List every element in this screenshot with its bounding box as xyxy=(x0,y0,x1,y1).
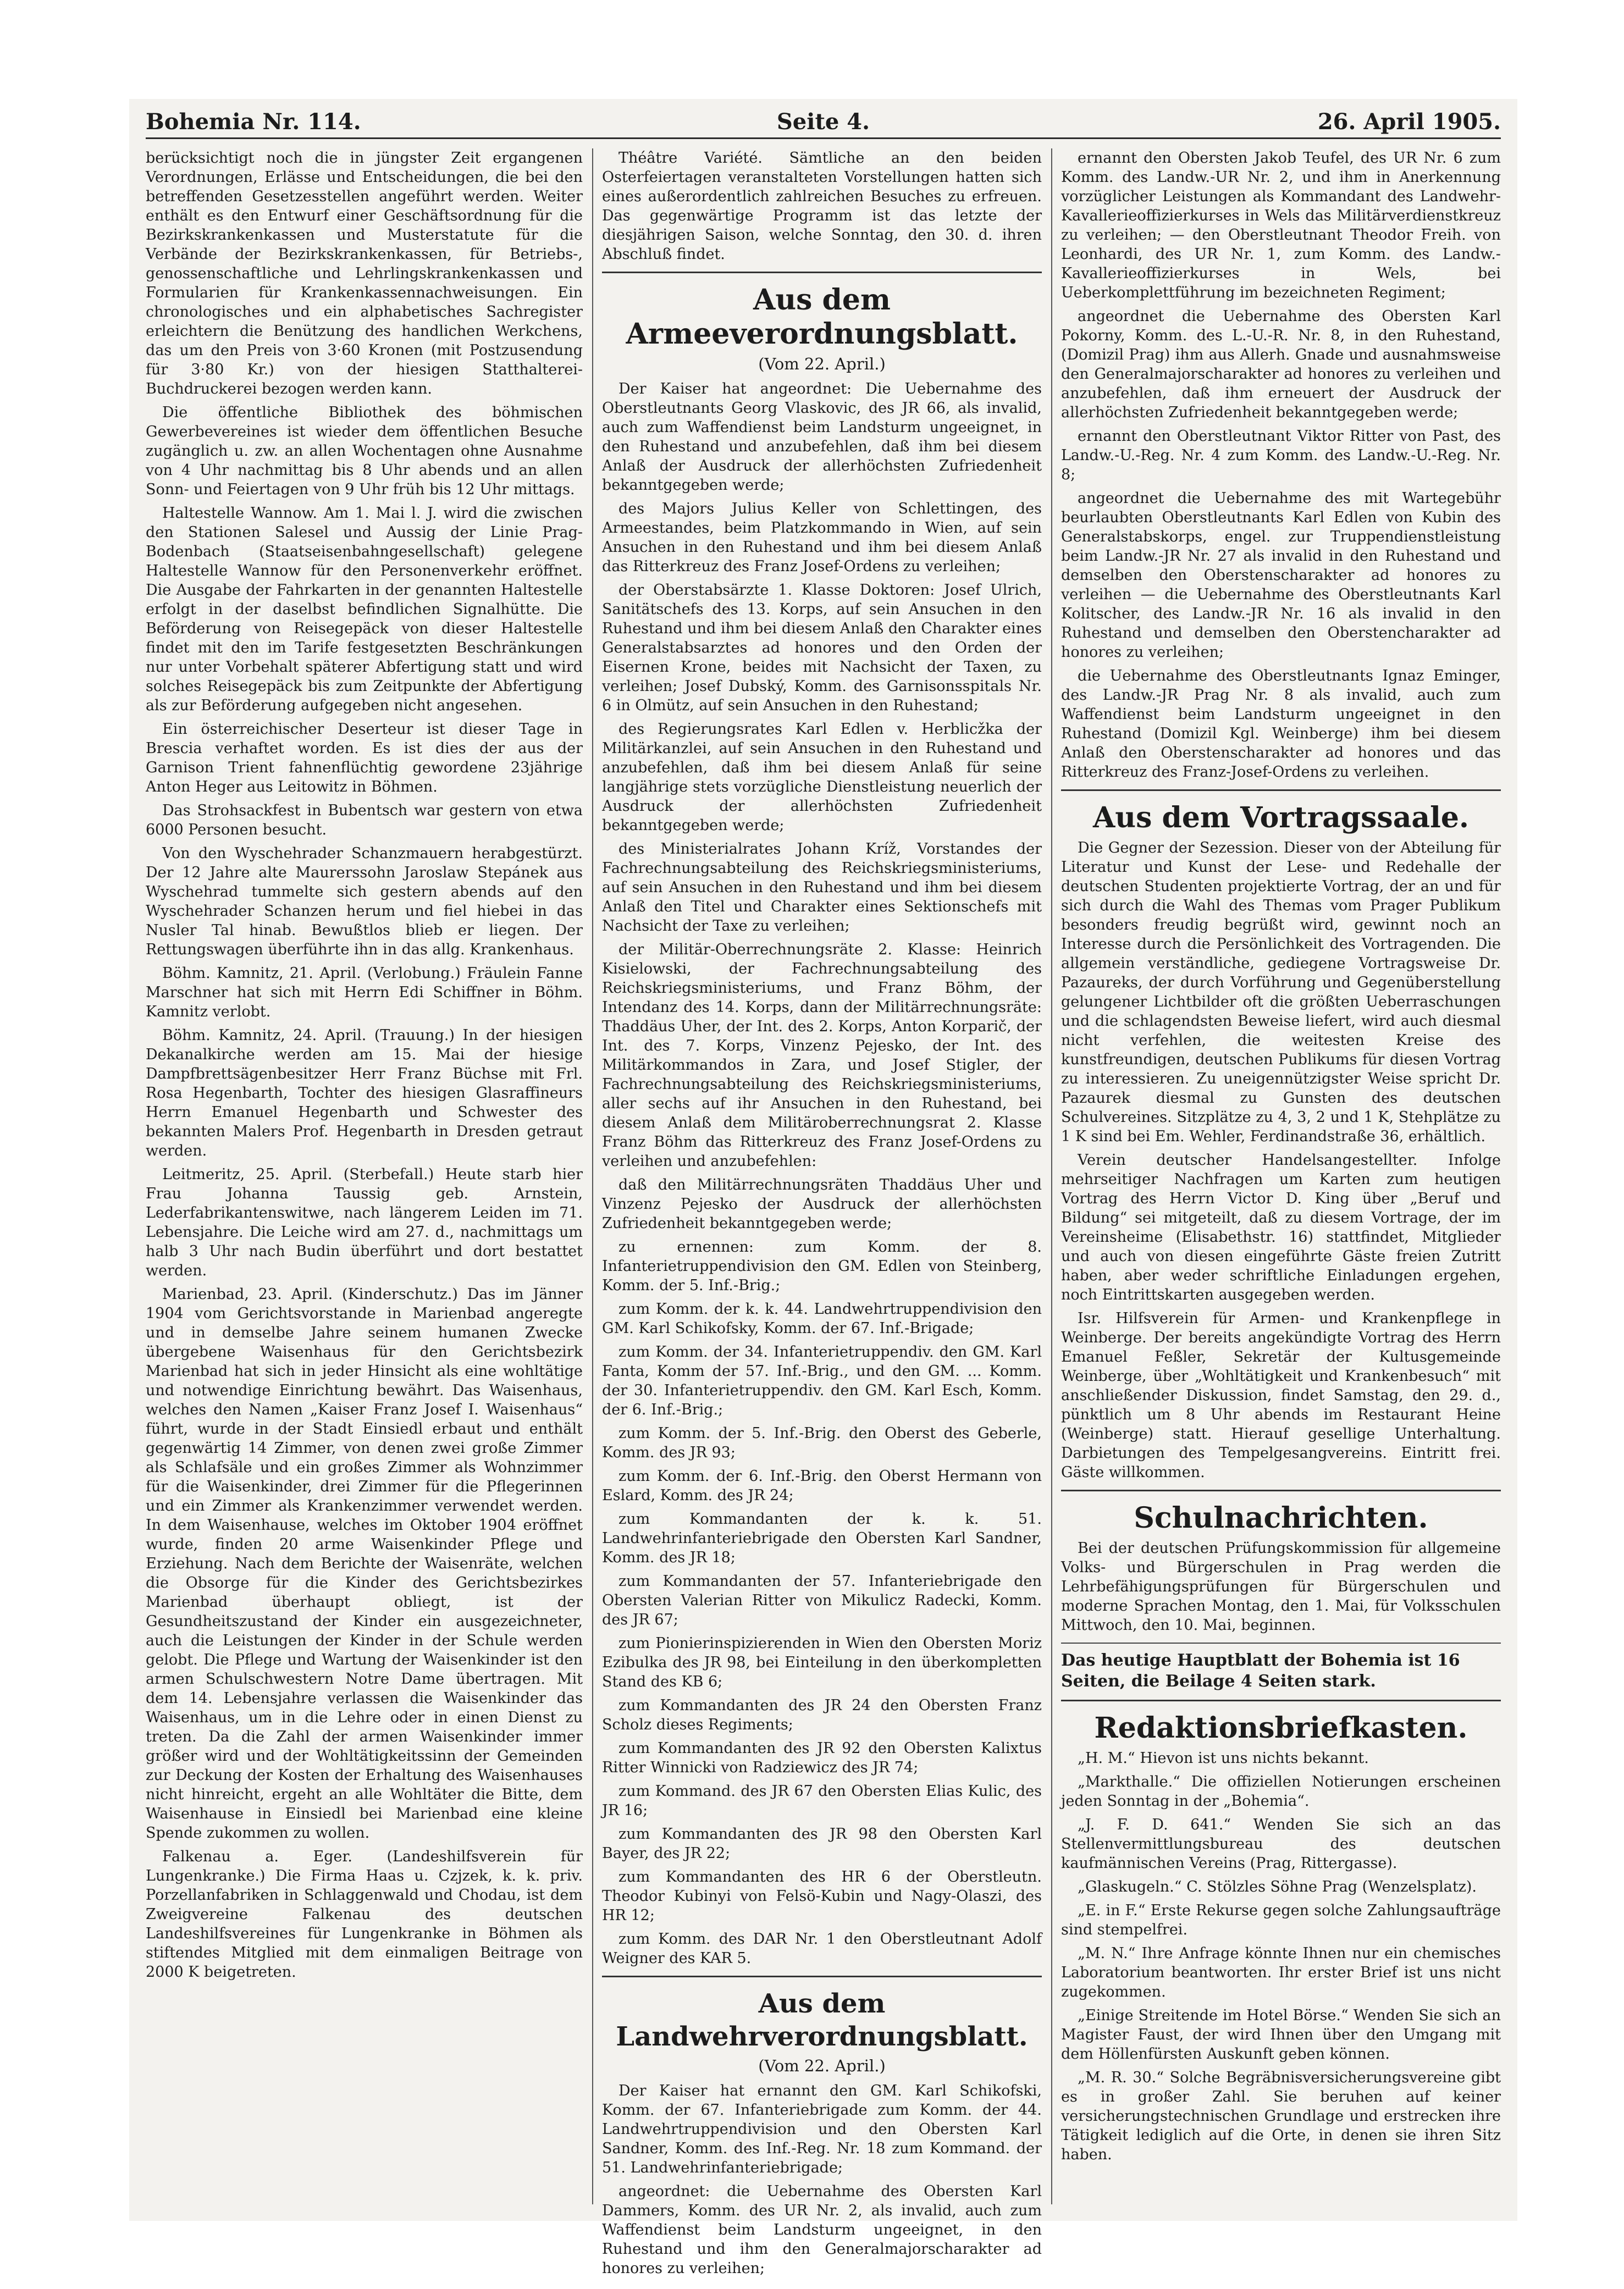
article-paragraph: Böhm. Kamnitz, 24. April. (Trauung.) In der hiesigen Dekanalkirche werden am 15. Mai der hiesige Dampfbrettsägenbesitzer Herr Franz Büchse mit Frl. Rosa Hegenbarth, Tochter des hiesigen Glasraffineurs Herrn Emanuel Hegenbarth und Schwester des bekannten Malers Prof. Hegenbarth in Dresden getraut werden. xyxy=(146,1027,583,1159)
article-paragraph: „Glaskugeln.“ C. Stölzles Söhne Prag (Wenzelsplatz). xyxy=(1078,1878,1477,1895)
article-paragraph: Marienbad, 23. April. (Kinderschutz.) Das im Jänner 1904 vom Gerichtsvorstande in Marienbad angeregte und in demselbe Jahre seinem humanen Zwecke übergebene Waisenhaus für den Gerichtsbezirk Marienbad hat sich in jeder Hinsicht als eine wohltätige und notwendige Einrichtung bewährt. Das Waisenhaus, welches den Namen „Kaiser Franz Josef I. Waisenhaus“ führt, wurde in der Stadt Einsiedl erbaut und enthält gegenwärtig 14 Zimmer, von denen zwei große Zimmer als Schlafsäle und ein großes Zimmer als Wohnzimmer für die Waisenkinder, drei Zimmer für die Pflegerinnen und ein Zimmer als Krankenzimmer verwendet werden. In dem Waisenhause, welches im Oktober 1904 eröffnet wurde, finden 20 arme Waisenkinder Pflege und Erziehung. Nach dem Berichte der Waisenräte, welchen die Obsorge für die Kinder des Gerichtsbezirkes Marienbad überhaupt obliegt, ist der Gesundheitszustand der Kinder ein ausgezeichneter, auch die Leistungen der Kinder in der Schule werden gelobt. Die Pflege und Wartung der Waisenkinder ist den armen Schulschwestern Notre Dame übertragen. Mit dem 14. Lebensjahre verlassen die Waisenkinder das Waisenhaus, um in die Lehre oder in einen Dienst zu treten. Da die Zahl der armen Waisenkinder immer größer wird und der Wohltätigkeitssinn der Gemeinden zur Deckung der Kosten der Erhaltung des Waisenhauses nicht hinreicht, ergeht an alle Wohltäter die Bitte, dem Waisenhause in Einsiedl bei Marienbad eine kleine Spende zukommen zu wollen. xyxy=(146,1286,583,1842)
article-paragraph: Haltestelle Wannow. Am 1. Mai l. J. wird die zwischen den Stationen Salesel und Aussig der Linie Prag-Bodenbach (Staatseisenbahngesellschaft) gelegene Haltestelle Wannow für den Personenverkehr eröffnet. Die Ausgabe der Fahrkarten in der genannten Haltestelle erfolgt in der daselbst befindlichen Signalhütte. Die Beförderung von Reisegepäck von dieser Haltestelle findet mit den im Tarife festgesetzten Beschränkungen nur unter Vorbehalt späterer Abfertigung statt und wird solches Reisegepäck bis zum Zeitpunkte der Abfertigung als zur Beförderung aufgegeben nicht angesehen. xyxy=(146,505,583,714)
article-paragraph: Falkenau a. Eger. (Landeshilfsverein für Lungenkranke.) Die Firma Haas u. Czjzek, k. k. priv. Porzellanfabriken in Schlaggenwald und Chodau, ist dem Zweigvereine Falkenau des deutschen Landeshilfsvereines für Lungenkranke in Böhmen als stiftendes Mitglied mit dem einmaligen Beitrage von 2000 K beigetreten. xyxy=(146,1848,583,1981)
section-divider xyxy=(1061,789,1501,791)
article-paragraph: der Oberstabsärzte 1. Klasse Doktoren: Josef Ulrich, Sanitätschefs des 13. Korps, auf sein Ansuchen in den Ruhestand und ihm bei diesem Anlaß den Charakter eines Generalstabsarztes ad honores und den Orden der Eisernen Krone, beides mit Nachsicht der Taxen, zu verleihen; Josef Dubský, Komm. des Garnisonsspitals Nr. 6 in Olmütz, auf sein Ansuchen in den Ruhestand; xyxy=(602,582,1042,714)
article-paragraph: angeordnet: die Uebernahme des Obersten Karl Dammers, Komm. des UR Nr. 2, als invalid, auch zum Waffendienst beim Landsturm ungeeignet, in den Ruhestand und ihm den Generalmajorscharakter ad honores zu verleihen; xyxy=(602,2183,1042,2277)
article-paragraph: „J. F. D. 641.“ Wenden Sie sich an das Stellenvermittlungsbureau des deutschen kaufmännischen Vereins (Prag, Rittergasse). xyxy=(1061,1816,1501,1872)
article-paragraph: zum Kommandanten der k. k. 51. Landwehrinfanteriebrigade den Obersten Karl Sandner, Komm. des JR 18; xyxy=(602,1511,1042,1566)
article-paragraph: Die Gegner der Sezession. Dieser von der Abteilung für Literatur und Kunst der Lese- und Redehalle der deutschen Studenten projektierte Vortrag, der an und für sich durch die Wahl des Themas vom Prager Publikum besonders freudig begrüßt wird, gewinnt noch an Interesse durch die Persönlichkeit des Vortragenden. Die allgemein verständliche, gediegene Vortragsweise Dr. Pazaureks, der durch Vorführung und Gegenüberstellung gelungener Lichtbilder oft die größten Ueberraschungen und die schlagendsten Beweise liefert, wird auch diesmal nicht verfehlen, die weitesten Kreise des kunstfreundigen, deutschen Publikums für diesen Vortrag zu interessieren. Zu uneigennützigster Weise spricht Dr. Pazaurek diesmal zu Gunsten des deutschen Schulvereines. Sitzplätze zu 4, 3, 2 und 1 K, Stehplätze zu 1 K sind bei Em. Wehler, Ferdinandstraße 36, erhältlich. xyxy=(1061,839,1501,1145)
section-heading: Aus dem Armeeverordnungsblatt. xyxy=(626,283,1018,351)
article-paragraph: „Markthalle.“ Die offiziellen Notierungen erscheinen jeden Sonntag in der „Bohemia“. xyxy=(1061,1773,1501,1810)
article-paragraph: zum Kommandanten des JR 98 den Obersten Karl Bayer, des JR 22; xyxy=(602,1826,1042,1862)
column-divider xyxy=(1051,148,1052,2204)
article-paragraph: angeordnet die Uebernahme des mit Wartegebühr beurlaubten Oberstleutnants Karl Edlen von Kubin des Generalstabskorps, engel. zur Truppendienstleistung beim Landw.-JR Nr. 27 als invalid in den Ruhestand und demselben den Oberstenscharakter ad honores zu verleihen — die Uebernahme des Oberstleutnants Karl Kolitscher, des Landw.-JR Nr. 16 als invalid in den Ruhestand und demselben den Oberstencharakter ad honores zu verleihen; xyxy=(1061,490,1501,661)
section-heading: Aus dem Vortragssaale. xyxy=(1092,801,1470,834)
article-paragraph: Der Kaiser hat angeordnet: Die Uebernahme des Oberstleutnants Georg Vlaskovic, des JR 66, als invalid, auch zum Waffendienst beim Landsturm ungeeignet, in den Ruhestand und anzubefehlen, daß ihm bei diesem Anlaß der Ausdruck der allerhöchsten Zufriedenheit bekanntgegeben werde; xyxy=(602,380,1042,494)
article-paragraph: Die öffentliche Bibliothek des böhmischen Gewerbevereines ist wieder dem öffentlichen Besuche zugänglich u. zw. an allen Wochentagen ohne Ausnahme von 4 Uhr nachmittag bis 8 Uhr abends und an allen Sonn- und Feiertagen von 9 Uhr früh bis 12 Uhr mittags. xyxy=(146,404,583,498)
article-paragraph: „H. M.“ Hievon ist uns nichts bekannt. xyxy=(1078,1750,1369,1767)
column-2 xyxy=(602,148,1042,2277)
article-paragraph: zum Komm. der 5. Inf.-Brig. den Oberst des Geberle, Komm. des JR 93; xyxy=(602,1425,1042,1461)
article-paragraph: zum Komm. der 6. Inf.-Brig. den Oberst Hermann von Eslard, Komm. des JR 24; xyxy=(602,1468,1042,1504)
article-paragraph: Théâtre Variété. Sämtliche an den beiden Osterfeiertagen veranstalteten Vorstellungen hatten sich eines außerordentlich zahlreichen Besuches zu erfreuen. Das gegenwärtige Programm ist das letzte der diesjährigen Saison, welche Sonntag, den 30. d. ihren Abschluß findet. xyxy=(602,150,1042,263)
issue-date: 26. April 1905. xyxy=(1317,109,1501,135)
article-paragraph: zu ernennen: zum Komm. der 8. Infanterietruppendivision den GM. Edlen von Steinberg, Komm. der 5. Inf.-Brig.; xyxy=(602,1239,1042,1294)
section-divider xyxy=(602,1976,1042,1977)
article-paragraph: Bei der deutschen Prüfungskommission für allgemeine Volks- und Bürgerschulen in Prag werden die Lehrbefähigungsprüfungen für Bürgerschulen und moderne Sprachen Montag, den 1. Mai, für Volksschulen Mittwoch, den 10. Mai, beginnen. xyxy=(1061,1540,1501,1634)
article-paragraph: zum Kommandanten des JR 92 den Obersten Kalixtus Ritter Winnicki von Radziewicz des JR 74; xyxy=(602,1740,1042,1776)
column-3 xyxy=(1061,148,1501,2204)
article-paragraph: des Ministerialrates Johann Kríž, Vorstandes der Fachrechnungsabteilung des Reichskriegsministeriums, auf sein Ansuchen in den Ruhestand und ihm bei diesem Anlaß den Titel und Charakter eines Sektionschefs mit Nachsicht der Taxe zu verleihen; xyxy=(602,841,1042,935)
article-paragraph: „M. R. 30.“ Solche Begräbnisversicherungsvereine gibt es in großer Zahl. Sie beruhen auf keiner versicherungstechnischen Grundlage und erstrecken ihre Tätigkeit lediglich auf die Orte, in denen sie ihren Sitz haben. xyxy=(1061,2069,1501,2163)
section-divider xyxy=(1061,1700,1501,1701)
column-divider xyxy=(592,148,593,2204)
article-paragraph: zum Komm. der 34. Infanterietruppendiv. den GM. Karl Fanta, Komm der 57. Inf.-Brig., und den GM. ... Komm. der 30. Infanterietruppendiv. den GM. Karl Esch, Komm. der 6. Inf.-Brig.; xyxy=(602,1343,1042,1418)
section-divider xyxy=(1061,1643,1501,1644)
article-paragraph: die Uebernahme des Oberstleutnants Ignaz Eminger, des Landw.-JR Prag Nr. 8 als invalid, auch zum Waffendienst beim Landsturm ungeeignet in den Ruhestand (Domizil Kgl. Weinberge) ihm bei diesem Anlaß den Oberstenscharakter ad honores und das Ritterkreuz des Franz-Josef-Ordens zu verleihen. xyxy=(1061,667,1501,781)
article-paragraph: des Regierungsrates Karl Edlen v. Herblicžka der Militärkanzlei, auf sein Ansuchen in den Ruhestand und anzubefehlen, daß ihm bei diesem Anlaß für seine langjährige stets vorzügliche Dienstleistung neuerlich der Ausdruck der allerhöchsten Zufriedenheit bekanntgegeben werde; xyxy=(602,721,1042,834)
article-paragraph: des Majors Julius Keller von Schlettingen, des Armeestandes, beim Platzkommando in Wien, auf sein Ansuchen in den Ruhestand und ihm bei diesem Anlaß das Ritterkreuz des Franz Josef-Ordens zu verleihen; xyxy=(602,500,1042,575)
article-paragraph: berücksichtigt noch die in jüngster Zeit ergangenen Verordnungen, Erlässe und Entscheidungen, die bei den betreffenden Gesetzesstellen angeführt werden. Weiter enthält es den Entwurf einer Geschäftsordnung für die Bezirkskrankenkassen und Musterstatute für die Verbände der Bezirkskrankenkassen, für Betriebs-, genossenschaftliche und Lehrlingskrankenkassen und Formularien für Krankenkassennachweisungen. Ein chronologisches und ein alphabetisches Sachregister erleichtern die Benützung des handlichen Werkchens, das um den Preis von 3·60 Kronen (mit Postzusendung für 3·80 Kr.) von der hiesigen Statthalterei-Buchdruckerei bezogen werden kann. xyxy=(146,150,583,397)
section-divider xyxy=(602,272,1042,273)
article-paragraph: zum Komm. des DAR Nr. 1 den Oberstleutnant Adolf Weigner des KAR 5. xyxy=(602,1931,1042,1967)
article-paragraph: zum Kommandanten des HR 6 der Oberstleutn. Theodor Kubinyi von Felsö-Kubin und Nagy-Olaszi, des HR 12; xyxy=(602,1868,1042,1924)
section-heading: Aus dem Landwehrverordnungsblatt. xyxy=(616,1988,1028,2052)
article-paragraph: Böhm. Kamnitz, 21. April. (Verlobung.) Fräulein Fanne Marschner hat sich mit Herrn Edi Schiffner in Böhm. Kamnitz verlobt. xyxy=(146,965,583,1020)
article-paragraph: ernannt den Oberstleutnant Viktor Ritter von Past, des Landw.-U.-Reg. Nr. 4 zum Komm. des Landw.-U.-Reg. Nr. 8; xyxy=(1061,428,1501,483)
column-1 xyxy=(146,148,583,2204)
article-paragraph: der Militär-Oberrechnungsräte 2. Klasse: Heinrich Kisielowski, der Fachrechnungsabteilung des Reichskriegsministeriums, und Franz Böhm, der Intendanz des 14. Korps, dann der Militärrechnungsräte: Thaddäus Uher, der Int. des 2. Korps, Anton Korparič, der Int. des 7. Korps, Vinzenz Pejesko, der Int. des Militärkommandos in Zara, und Josef Stigler, der Fachrechnungsabteilung des Reichskriegsministeriums, aller sechs auf ihr Ansuchen in den Ruhestand, bei diesem Anlaß dem Militäroberrechnungsrat 2. Klasse Franz Böhm das Ritterkreuz des Franz Josef-Ordens zu verleihen und anzubefehlen: xyxy=(602,941,1042,1170)
article-paragraph: „E. in F.“ Erste Rekurse gegen solche Zahlungsaufträge sind stempelfrei. xyxy=(1061,1902,1501,1938)
article-paragraph: „M. N.“ Ihre Anfrage könnte Ihnen nur ein chemisches Laboratorium beantworten. Ihr erster Brief ist uns nicht zugekommen. xyxy=(1061,1945,1501,2000)
article-paragraph: zum Kommand. des JR 67 den Obersten Elias Kulic, des JR 16; xyxy=(602,1783,1042,1819)
issue-notice: Das heutige Hauptblatt der Bohemia ist 16 Seiten, die Beilage 4 Seiten stark. xyxy=(1061,1651,1460,1691)
page-header xyxy=(146,104,1501,139)
article-paragraph: Verein deutscher Handelsangestellter. Infolge mehrseitiger Nachfragen um Karten zum heutigen Vortrag des Herrn Victor D. King über „Beruf und Bildung“ sei mitgeteilt, daß zu diesem Vortrage, der im Vereinsheime (Elisabethstr. 16) stattfindet, Mitglieder und auch von diesen eingeführte Gäste freien Zutritt haben, aber weder schriftliche Einladungen ergehen, noch Eintrittskarten ausgegeben werden. xyxy=(1061,1152,1501,1303)
article-paragraph: daß den Militärrechnungsräten Thaddäus Uher und Vinzenz Pejesko der Ausdruck der allerhöchsten Zufriedenheit bekanntgegeben werde; xyxy=(602,1176,1042,1232)
section-divider xyxy=(1061,1490,1501,1491)
article-paragraph: „Einige Streitende im Hotel Börse.“ Wenden Sie sich an Magister Faust, der wird Ihnen über den Umgang mit dem Höllenfürsten Auskunft geben können. xyxy=(1061,2007,1501,2063)
article-paragraph: zum Komm. der k. k. 44. Landwehrtruppendivision den GM. Karl Schikofsky, Komm. der 67. Inf.-Brigade; xyxy=(602,1301,1042,1337)
page-number: Seite 4. xyxy=(776,109,870,135)
article-paragraph: Der Kaiser hat ernannt den GM. Karl Schikofski, Komm. der 67. Infanteriebrigade zum Komm. der 44. Landwehrtruppendivision und den Obersten Karl Sandner, Komm. des Inf.-Reg. Nr. 18 zum Kommand. der 51. Landwehrinfanteriebrigade; xyxy=(602,2082,1042,2176)
newspaper-page xyxy=(129,99,1517,2277)
section-date: (Vom 22. April.) xyxy=(758,355,886,373)
article-paragraph: zum Pionierinspizierenden in Wien den Obersten Moriz Ezibulka des JR 98, bei Einteilung in den überkompletten Stand des KB 6; xyxy=(602,1635,1042,1690)
article-paragraph: ernannt den Obersten Jakob Teufel, des UR Nr. 6 zum Komm. des Landw.-UR Nr. 2, und ihm in Anerkennung vorzüglicher Leistungen als Kommandant des Landwehr-Kavallerieoffizierkurses in Wels das Militärverdienstkreuz zu verleihen; — den Oberstleutnant Theodor Freih. von Leonhardi, des UR Nr. 1, zum Komm. des Landw.-Kavallerieoffizierkurses in Wels, bei Ueberkomplettführung im bezeichneten Regiment; xyxy=(1061,150,1501,301)
section-date: (Vom 22. April.) xyxy=(758,2056,886,2075)
section-heading: Redaktionsbriefkasten. xyxy=(1094,1711,1468,1745)
article-paragraph: Ein österreichischer Deserteur ist dieser Tage in Brescia verhaftet worden. Es ist dies der aus der Garnison Trient fahnenflüchtig gewordene 23jährige Anton Heger aus Leitowitz in Böhmen. xyxy=(146,721,583,795)
masthead-issue: Bohemia Nr. 114. xyxy=(146,109,361,135)
article-paragraph: angeordnet die Uebernahme des Obersten Karl Pokorny, Komm. des L.-U.-R. Nr. 8, in den Ruhestand, (Domizil Prag) ihm aus Allerh. Gnade und ausnahmsweise den Generalmajorscharakter ad honores zu verleihen und anzubefehlen, daß ihm erneuert der Ausdruck der allerhöchsten Zufriedenheit bekanntgegeben werde; xyxy=(1061,308,1501,421)
article-paragraph: zum Kommandanten der 57. Infanteriebrigade den Obersten Valerian Ritter von Mikulicz Radecki, Komm. des JR 67; xyxy=(602,1573,1042,1628)
article-paragraph: Leitmeritz, 25. April. (Sterbefall.) Heute starb hier Frau Johanna Taussig geb. Arnstein, Lederfabrikantenswitwe, nach längerem Leiden im 71. Lebensjahre. Die Leiche wird am 27. d., nachmittags um halb 3 Uhr nach Budin überführt und dort bestattet werden. xyxy=(146,1166,583,1279)
section-heading: Schulnachrichten. xyxy=(1134,1501,1428,1535)
article-paragraph: Das Strohsackfest in Bubentsch war gestern von etwa 6000 Personen besucht. xyxy=(146,802,583,838)
article-paragraph: Isr. Hilfsverein für Armen- und Krankenpflege in Weinberge. Der bereits angekündigte Vortrag des Herrn Emanuel Feßler, Sekretär der Kultusgemeinde Weinberge, über „Wohltätigkeit und Krankenbesuch“ mit anschließender Diskussion, findet Samstag, den 29. d., pünktlich um 8 Uhr abends im Restaurant Heine (Weinberge) statt. Hierauf gesellige Unterhaltung. Darbietungen des Tempelgesangvereins. Eintritt frei. Gäste willkommen. xyxy=(1061,1310,1501,1481)
article-paragraph: zum Kommandanten des JR 24 den Obersten Franz Scholz dieses Regiments; xyxy=(602,1697,1042,1733)
article-paragraph: Von den Wyschehrader Schanzmauern herabgestürzt. Der 12 Jahre alte Maurerssohn Jaroslaw Stepánek aus Wyschehrad tummelte sich gestern abends auf den Wyschehrader Schanzen herum und fiel hiebei in das Nusler Tal hinab. Bewußtlos blieb er liegen. Der Rettungswagen überführte ihn in das allg. Krankenhaus. xyxy=(146,845,583,958)
